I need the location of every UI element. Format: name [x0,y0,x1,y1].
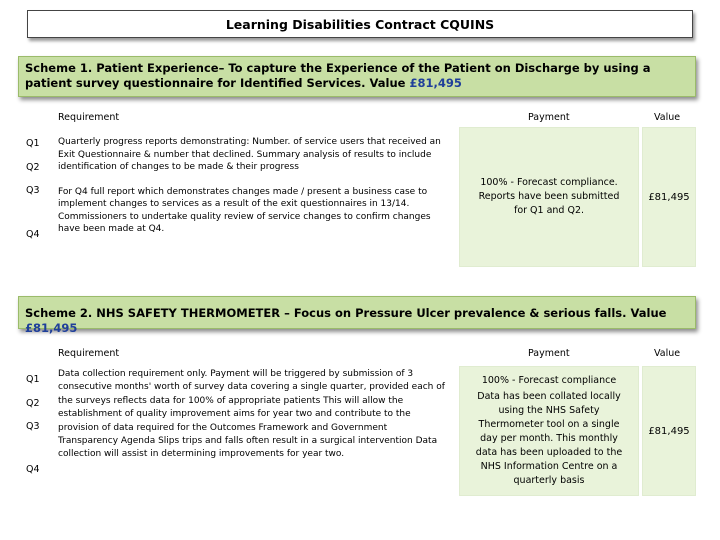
scheme2-value-header: Value [654,348,681,359]
scheme2-payment-box [459,366,639,496]
scheme2-requirement-header: Requirement [58,348,120,359]
scheme1-payment-detail: Reports have been submitted for Q1 and Q2. [478,191,620,216]
scheme1-value-header: Value [654,112,681,123]
scheme2-quarter-q1: Q1 [26,374,40,385]
scheme2-payment-header: Payment [528,348,570,359]
scheme2-payment-status: 100% - Forecast compliance [481,375,617,386]
scheme2-quarter-q2: Q2 [26,398,40,409]
scheme1-quarter-q1: Q1 [26,138,40,149]
page-title: Learning Disabilities Contract CQUINS [27,10,693,38]
scheme1-payment-status: 100% - Forecast compliance. [480,177,618,188]
scheme1-quarter-q2: Q2 [26,162,40,173]
scheme2-payment-detail: Data has been collated locally using the NHS Safety Thermometer tool on a single day per month. This monthly data has been uploaded to the NHS Information Centre on a quarterly basis [475,391,623,486]
scheme1-payment-box [459,127,639,267]
scheme1-quarter-q4: Q4 [26,229,40,240]
scheme2-requirement-text: Data collection requirement only. Payment will be triggered by submission of 3 consecutive months' worth of survey data covering a single quarter, provided each of the surveys reflects data for 100% of appropriate patients This will allow the establishment of quality improvement aims for year two and contribute to the provision of data required for the Outcomes Framework and Government Transparency Agenda Slips trips and falls often result in a surgical intervention Data collection will assist in determining improvements for year two. [58,369,445,460]
scheme1-heading: Scheme 1. Patient Experience– To capture the Experience of the Patient on Discharge by using a patient survey questionnaire for Identified Services. Value [25,61,651,90]
scheme1-requirement-header: Requirement [58,112,120,123]
scheme2-quarter-q3: Q3 [26,421,40,432]
scheme1-payment-header: Payment [528,112,570,123]
scheme1-heading-bar [18,56,696,97]
scheme1-requirement-para1: Quarterly progress reports demonstrating: Number. of service users that received an Exit Questionnaire & number that declined. Summary analysis of results to include identification of changes to be made & their progress [58,137,441,172]
scheme1-requirement-text [58,136,450,236]
scheme1-amount-box [642,127,696,267]
scheme2-value: £81,495 [25,321,78,335]
scheme1-value: £81,495 [409,76,462,90]
scheme2-amount: £81,495 [648,425,690,437]
scheme2-quarter-q4: Q4 [26,464,40,475]
scheme2-heading-bar [18,296,696,335]
scheme1-quarter-q3: Q3 [26,185,40,196]
scheme1-requirement-para2: For Q4 full report which demonstrates changes made / present a business case to implement changes to services as a result of the exit questionnaires in 13/14. Commissioners to undertake quality review of service changes to confirm changes have been made at Q4. [58,186,431,234]
scheme2-heading: Scheme 2. NHS SAFETY THERMOMETER – Focus on Pressure Ulcer prevalence & serious falls. Value [25,306,667,320]
scheme2-amount-box [642,366,696,496]
scheme1-amount: £81,495 [648,191,690,203]
